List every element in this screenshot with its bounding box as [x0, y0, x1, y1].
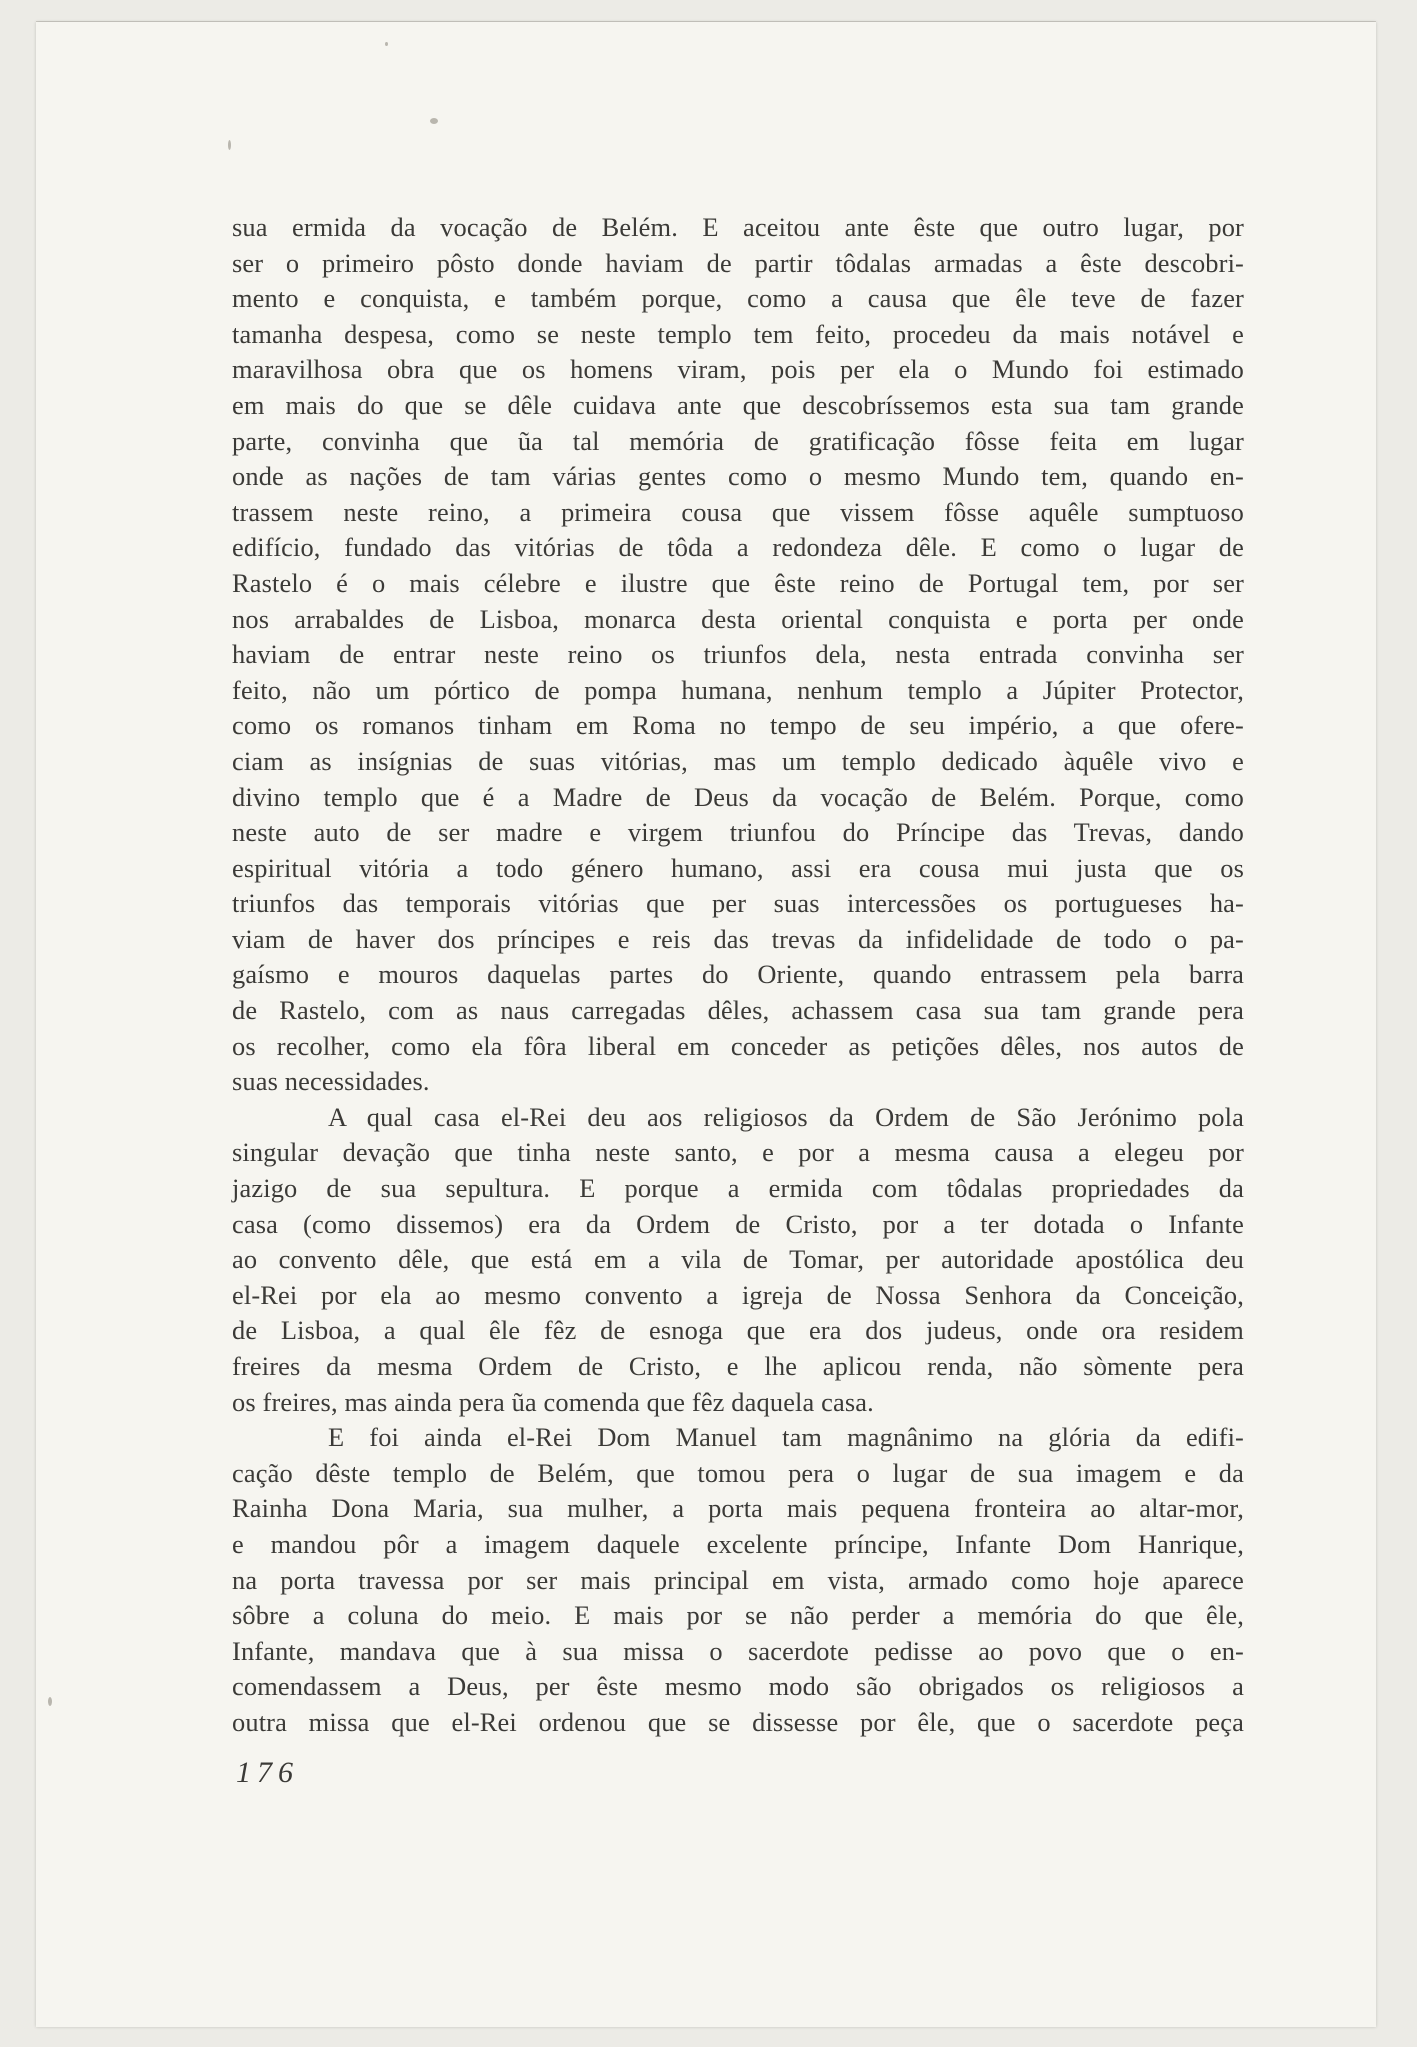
text-line: el-Rei por ela ao mesmo convento a igreja de Nossa Senhora da Conceição, [232, 1279, 1244, 1310]
text-line: suas necessidades. [232, 1066, 430, 1097]
text-line: gaísmo e mouros daquelas partes do Oriente, quando entrassem pela barra [232, 959, 1244, 990]
text-line: casa (como dissemos) era da Ordem de Cristo, por a ter dotada o Infante [232, 1208, 1244, 1239]
text-line: os recolher, como ela fôra liberal em conceder as petições dêles, nos autos de [232, 1030, 1244, 1061]
text-line: trassem neste reino, a primeira cousa que vissem fôsse aquêle sumptuoso [232, 496, 1244, 527]
text-line: singular devação que tinha neste santo, e por a mesma causa a elegeu por [232, 1137, 1244, 1168]
text-line: outra missa que el-Rei ordenou que se dissesse por êle, que o sacerdote peça [232, 1706, 1244, 1737]
paper-speck [430, 118, 438, 124]
text-line: ciam as insígnias de suas vitórias, mas um templo dedicado àquêle vivo e [232, 745, 1244, 776]
text-line: ao convento dêle, que está em a vila de Tomar, per autoridade apostólica deu [232, 1244, 1244, 1275]
page-number: 176 [236, 1756, 299, 1789]
text-line: edifício, fundado das vitórias de tôda a redondeza dêle. E como o lugar de [232, 532, 1244, 563]
text-line: Rainha Dona Maria, sua mulher, a porta mais pequena fronteira ao altar-mor, [232, 1493, 1244, 1524]
paper-speck [48, 1697, 52, 1706]
text-line: e mandou pôr a imagem daquele excelente príncipe, Infante Dom Hanrique, [232, 1528, 1244, 1559]
text-line: parte, convinha que ũa tal memória de gratificação fôsse feita em lugar [232, 425, 1244, 456]
text-line: em mais do que se dêle cuidava ante que descobríssemos esta sua tam grande [232, 389, 1244, 420]
text-line: de Lisboa, a qual êle fêz de esnoga que era dos judeus, onde ora residem [232, 1315, 1244, 1346]
paper-speck [228, 140, 231, 150]
text-line: nos arrabaldes de Lisboa, monarca desta oriental conquista e porta per onde [232, 603, 1244, 634]
text-line: espiritual vitória a todo género humano, assi era cousa mui justa que os [232, 852, 1244, 883]
paper-speck [385, 42, 388, 46]
text-line: cação dêste templo de Belém, que tomou pera o lugar de sua imagem e da [232, 1457, 1244, 1488]
text-line: haviam de entrar neste reino os triunfos dela, nesta entrada convinha ser [232, 639, 1244, 670]
text-line: como os romanos tinham em Roma no tempo de seu império, a que ofere- [232, 710, 1244, 741]
text-line: feito, não um pórtico de pompa humana, nenhum templo a Júpiter Protector, [232, 674, 1244, 705]
text-line: os freires, mas ainda pera ũa comenda que fêz daquela casa. [232, 1386, 874, 1417]
text-line: A qual casa el-Rei deu aos religiosos da Ordem de São Jerónimo pola [328, 1101, 1244, 1132]
text-line: ser o primeiro pôsto donde haviam de partir tôdalas armadas a êste descobri- [232, 247, 1244, 278]
text-line: jazigo de sua sepultura. E porque a ermida com tôdalas propriedades da [232, 1173, 1244, 1204]
body-text [232, 210, 1244, 1741]
text-line: sua ermida da vocação de Belém. E aceitou ante êste que outro lugar, por [232, 212, 1244, 242]
text-line: sôbre a coluna do meio. E mais por se não perder a memória do que êle, [232, 1600, 1244, 1631]
text-line: divino templo que é a Madre de Deus da vocação de Belém. Porque, como [232, 781, 1244, 812]
text-line: comendassem a Deus, per êste mesmo modo são obrigados os religiosos a [232, 1671, 1244, 1702]
text-line: de Rastelo, com as naus carregadas dêles, achassem casa sua tam grande pera [232, 995, 1244, 1026]
text-line: na porta travessa por ser mais principal em vista, armado como hoje aparece [232, 1564, 1244, 1595]
text-line: Rastelo é o mais célebre e ilustre que êste reino de Portugal tem, por ser [232, 567, 1244, 598]
text-line: viam de haver dos príncipes e reis das trevas da infidelidade de todo o pa- [232, 923, 1244, 954]
text-line: E foi ainda el-Rei Dom Manuel tam magnânimo na glória da edifi- [328, 1422, 1244, 1453]
text-line: mento e conquista, e também porque, como a causa que êle teve de fazer [232, 283, 1244, 314]
text-line: Infante, mandava que à sua missa o sacerdote pedisse ao povo que o en- [232, 1635, 1244, 1666]
text-line: tamanha despesa, como se neste templo tem feito, procedeu da mais notável e [232, 318, 1244, 349]
text-line: neste auto de ser madre e virgem triunfou do Príncipe das Trevas, dando [232, 817, 1244, 848]
text-line: freires da mesma Ordem de Cristo, e lhe aplicou renda, não sòmente pera [232, 1351, 1244, 1381]
text-line: maravilhosa obra que os homens viram, pois per ela o Mundo foi estimado [232, 354, 1244, 385]
text-line: onde as nações de tam várias gentes como o mesmo Mundo tem, quando en- [232, 461, 1244, 492]
text-line: triunfos das temporais vitórias que per suas intercessões os portugueses ha- [232, 888, 1244, 919]
